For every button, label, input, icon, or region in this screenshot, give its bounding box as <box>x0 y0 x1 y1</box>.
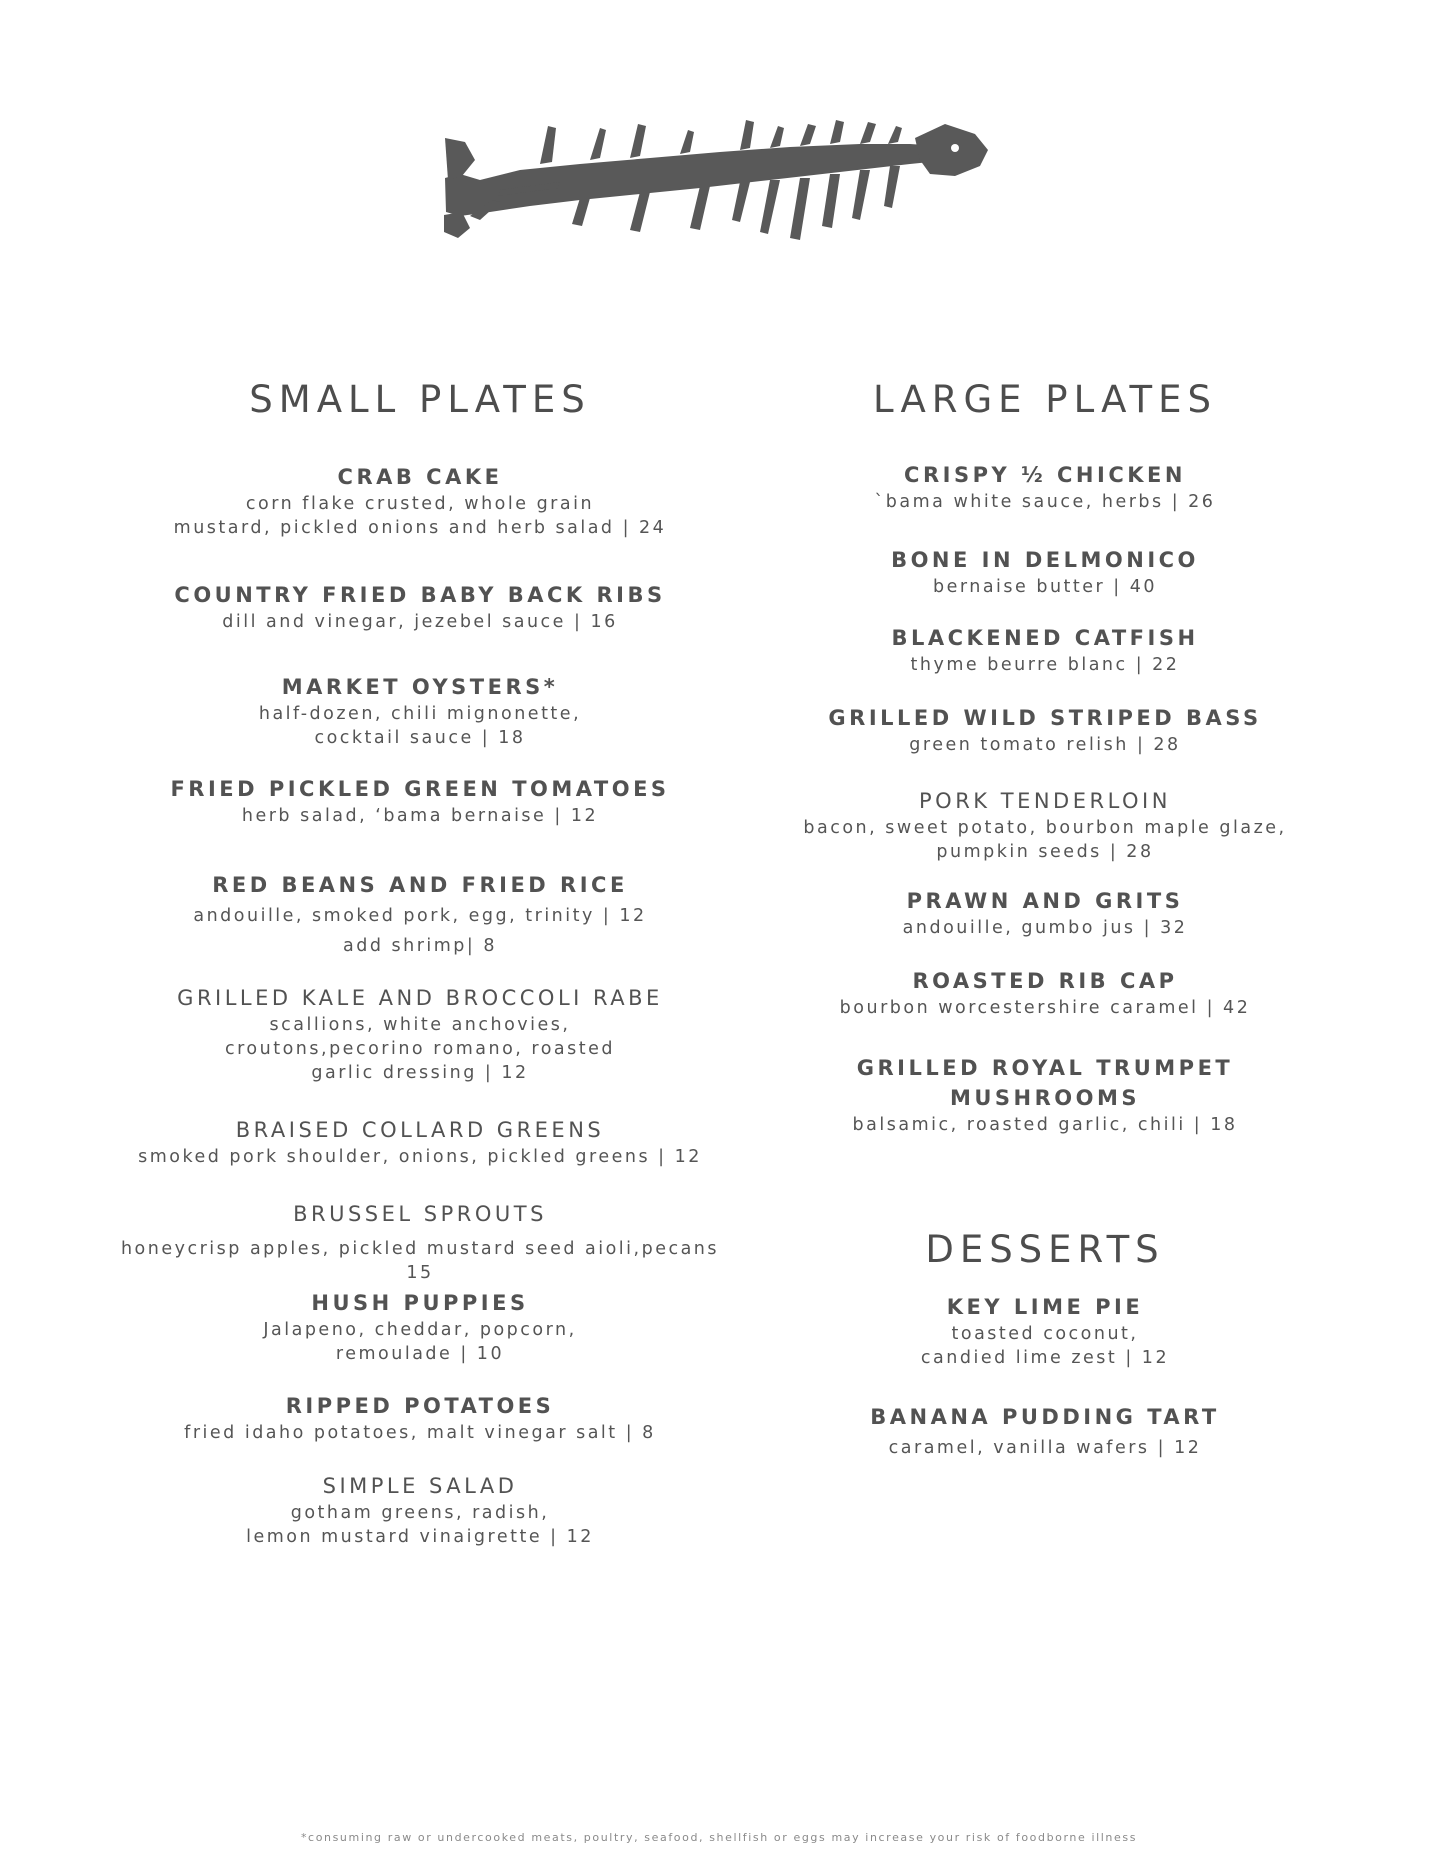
menu-item <box>790 786 1300 864</box>
item-name: BLACKENED CATFISH <box>891 626 1199 650</box>
desc-line: herb salad, ‘bama bernaise | 12 <box>241 806 599 826</box>
menu-item <box>790 703 1300 757</box>
desc-line: green tomato relish | 28 <box>909 735 1181 755</box>
desc-line: fried idaho potatoes, malt vinegar salt | 8 <box>184 1423 656 1443</box>
desc-line: caramel, vanilla wafers | 12 <box>888 1438 1202 1458</box>
menu-item <box>790 966 1300 1020</box>
name-line: GRILLED ROYAL TRUMPET <box>856 1056 1234 1080</box>
item-name: CRAB CAKE <box>337 465 503 489</box>
item-description <box>120 702 720 750</box>
item-description <box>120 1237 720 1285</box>
small-plates-section <box>120 0 720 1600</box>
menu-item <box>790 1292 1300 1370</box>
menu-item <box>120 774 720 828</box>
item-description <box>120 1145 720 1169</box>
desc-line: balsamic, roasted garlic, chili | 18 <box>852 1115 1238 1135</box>
desc-line: pumpkin seeds | 28 <box>936 842 1154 862</box>
item-name: GRILLED KALE AND BROCCOLI RABE <box>177 986 663 1010</box>
desc-line: lemon mustard vinaigrette | 12 <box>246 1527 594 1547</box>
item-name <box>790 1053 1300 1113</box>
item-description <box>790 1436 1300 1460</box>
item-name: CRISPY ½ CHICKEN <box>904 463 1186 487</box>
desc-line: `bama white sauce, herbs | 26 <box>874 492 1216 512</box>
desc-line: gotham greens, radish, <box>290 1503 550 1523</box>
item-description <box>790 916 1300 940</box>
desc-line: smoked pork shoulder, onions, pickled greens | 12 <box>138 1147 702 1167</box>
menu-item <box>120 1199 720 1285</box>
item-addon: add shrimp| 8 <box>342 936 498 956</box>
menu-item <box>790 886 1300 940</box>
desc-line: Jalapeno, cheddar, popcorn, <box>263 1320 577 1340</box>
item-name: FRIED PICKLED GREEN TOMATOES <box>170 777 670 801</box>
menu-item <box>790 1053 1300 1137</box>
desc-line: remoulade | 10 <box>335 1344 505 1364</box>
desserts-title: DESSERTS <box>925 1228 1165 1271</box>
menu-item <box>790 460 1300 514</box>
menu-item <box>790 623 1300 677</box>
item-description <box>120 1501 720 1549</box>
item-description <box>120 1421 720 1445</box>
item-name: KEY LIME PIE <box>946 1295 1144 1319</box>
menu-item <box>120 1288 720 1366</box>
menu-item <box>120 1115 720 1169</box>
large-plates-section <box>790 0 1300 1600</box>
desc-line: toasted coconut, <box>951 1324 1139 1344</box>
desc-line: mustard, pickled onions and herb salad | 24 <box>173 518 667 538</box>
item-description <box>790 816 1300 864</box>
desc-line: bernaise butter | 40 <box>932 577 1158 597</box>
desc-line: andouille, gumbo jus | 32 <box>902 918 1188 938</box>
item-description <box>790 490 1300 514</box>
item-name: RED BEANS AND FRIED RICE <box>212 873 628 897</box>
desc-line: scallions, white anchovies, <box>269 1015 571 1035</box>
desc-line: half-dozen, chili mignonette, <box>258 704 582 724</box>
desc-line: andouille, smoked pork, egg, trinity | 12 <box>193 906 647 926</box>
item-name: RIPPED POTATOES <box>285 1394 555 1418</box>
desc-line: honeycrisp apples, pickled mustard seed aioli,pecans 15 <box>120 1239 720 1283</box>
menu-item <box>120 580 720 634</box>
item-name: GRILLED WILD STRIPED BASS <box>828 706 1262 730</box>
item-description <box>790 1322 1300 1370</box>
health-warning-footnote: *consuming raw or undercooked meats, poultry, seafood, shellfish or eggs may increase your risk of foodborne illness <box>300 1831 1138 1844</box>
menu-item <box>790 1402 1300 1460</box>
menu-item <box>120 672 720 750</box>
item-description <box>120 904 720 928</box>
item-description <box>120 492 720 540</box>
item-name: SIMPLE SALAD <box>322 1474 518 1498</box>
menu-item <box>120 870 720 958</box>
item-name: BANANA PUDDING TART <box>870 1405 1220 1429</box>
item-name: ROASTED RIB CAP <box>912 969 1178 993</box>
item-name: PORK TENDERLOIN <box>919 789 1171 813</box>
item-description <box>790 996 1300 1020</box>
menu-item <box>120 1471 720 1549</box>
item-name: BRUSSEL SPROUTS <box>293 1202 547 1226</box>
menu-item <box>120 983 720 1085</box>
name-line: MUSHROOMS <box>949 1086 1141 1110</box>
desc-line: bacon, sweet potato, bourbon maple glaze, <box>803 818 1287 838</box>
desc-line: bourbon worcestershire caramel | 42 <box>839 998 1251 1018</box>
menu-item <box>120 462 720 540</box>
small-plates-title: SMALL PLATES <box>249 378 591 421</box>
item-description <box>790 653 1300 677</box>
desc-line: thyme beurre blanc | 22 <box>910 655 1180 675</box>
item-description <box>120 804 720 828</box>
item-description <box>790 1113 1300 1137</box>
item-name: COUNTRY FRIED BABY BACK RIBS <box>174 583 666 607</box>
item-description <box>120 1013 720 1085</box>
menu-item <box>790 545 1300 599</box>
item-name: PRAWN AND GRITS <box>906 889 1184 913</box>
desc-line: cocktail sauce | 18 <box>314 728 526 748</box>
desc-line: croutons,pecorino romano, roasted <box>225 1039 615 1059</box>
large-plates-title: LARGE PLATES <box>873 378 1217 421</box>
menu-item <box>120 1391 720 1445</box>
desc-line: garlic dressing | 12 <box>311 1063 529 1083</box>
item-name: HUSH PUPPIES <box>311 1291 529 1315</box>
item-description <box>120 1318 720 1366</box>
item-description <box>790 733 1300 757</box>
item-name: BRAISED COLLARD GREENS <box>235 1118 605 1142</box>
item-name: BONE IN DELMONICO <box>891 548 1199 572</box>
desc-line: dill and vinegar, jezebel sauce | 16 <box>222 612 618 632</box>
item-description <box>790 575 1300 599</box>
item-description <box>120 610 720 634</box>
desc-line: candied lime zest | 12 <box>920 1348 1170 1368</box>
desc-line: corn flake crusted, whole grain <box>245 494 595 514</box>
item-name: MARKET OYSTERS* <box>281 675 559 699</box>
